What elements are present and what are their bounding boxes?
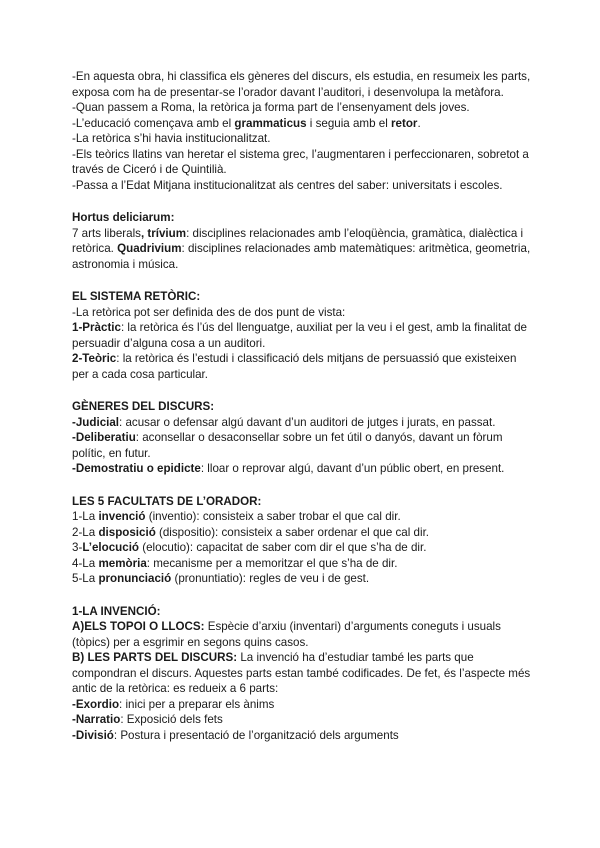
facultats-title: LES 5 FACULTATS DE L’ORADOR:: [72, 494, 262, 508]
genere-item: -Deliberatiu: aconsellar o desaconsellar sobre un fet útil o danyós, davant un fòrum polític, en futur.: [72, 431, 503, 460]
intro-line: -Els teòrics llatins van heretar el sistema grec, l’augmentaren i perfeccionaren, sobretot a través de Ciceró i de Quintilià.: [72, 147, 529, 176]
sistema-intro: -La retòrica pot ser definida des de dos punt de vista:: [72, 305, 346, 319]
facultat-item: 1-La invenció (inventio): consisteix a saber trobar el que cal dir.: [72, 510, 401, 523]
genere-item: -Judicial: acusar o defensar algú davant d’un auditori de jutges i jurats, en passat.: [72, 415, 496, 429]
intro-line: -L’educació començava amb el grammaticus i seguia amb el retor.: [72, 116, 421, 130]
document-page: [72, 69, 532, 743]
discurs-part: -Exordio: inici per a preparar els ànims: [72, 697, 275, 711]
discurs-part: -Narratio: Exposició dels fets: [72, 713, 223, 726]
hortus-text: 7 arts liberals, trívium: disciplines relacionades amb l’eloqüència, gramàtica, dialèctica i retòrica. Quadrivium: disciplines relacionades amb matemàtiques: aritmètica, geometria, astronomia i música.: [72, 226, 531, 271]
sistema-item: 1-Pràctic: la retòrica és l’ús del llenguatge, auxiliat per la veu i el gest, amb la finalitat de persuadir d’alguna cosa a un auditori.: [72, 321, 527, 350]
facultat-item: 3-L’elocució (elocutio): capacitat de saber com dir el que s’ha de dir.: [72, 541, 427, 554]
invencio-parts: B) LES PARTS DEL DISCURS: La invenció ha d’estudiar també les parts que compondran el discurs. Aquestes parts estan també codificades. De fet, és l’aspecte més antic de la retòrica: es redueix a 6 parts:: [72, 651, 531, 695]
invencio-title: 1-LA INVENCIÓ:: [72, 604, 161, 618]
discurs-part: -Divisió: Postura i presentació de l’organització dels arguments: [72, 728, 399, 742]
sistema-title: EL SISTEMA RETÒRIC:: [72, 290, 201, 303]
facultat-item: 4-La memòria: mecanisme per a memoritzar el que s’ha de dir.: [72, 556, 398, 570]
intro-line: -Quan passem a Roma, la retòrica ja forma part de l’ensenyament dels joves.: [72, 101, 470, 114]
sistema-item: 2-Teòric: la retòrica és l’estudi i classificació dels mitjans de persuassió que existeixen per a cada cosa particular.: [72, 352, 517, 381]
intro-line: -En aquesta obra, hi classifica els gèneres del discurs, els estudia, en resumeix les parts, exposa com ha de presentar-se l’orador davant l’auditori, i desenvolupa la metàfora.: [72, 70, 531, 99]
invencio-topoi: A)ELS TOPOI O LLOCS: Espècie d’arxiu (inventari) d’arguments coneguts i usuals (tòpics) per a esgrimir en segons quins casos.: [72, 620, 501, 649]
facultat-item: 5-La pronunciació (pronuntiatio): regles de veu i de gest.: [72, 572, 370, 585]
genere-item: -Demostratiu o epidicte: lloar o reprovar algú, davant d’un públic obert, en present.: [72, 462, 505, 475]
facultat-item: 2-La disposició (dispositio): consisteix a saber ordenar el que cal dir.: [72, 525, 430, 539]
intro-line: -Passa a l’Edat Mitjana institucionalitzat als centres del saber: universitats i escoles.: [72, 178, 503, 192]
intro-line: -La retòrica s’hi havia institucionalitzat.: [72, 132, 271, 145]
generes-title: GÈNERES DEL DISCURS:: [72, 400, 215, 413]
hortus-title: Hortus deliciarum:: [72, 211, 175, 224]
